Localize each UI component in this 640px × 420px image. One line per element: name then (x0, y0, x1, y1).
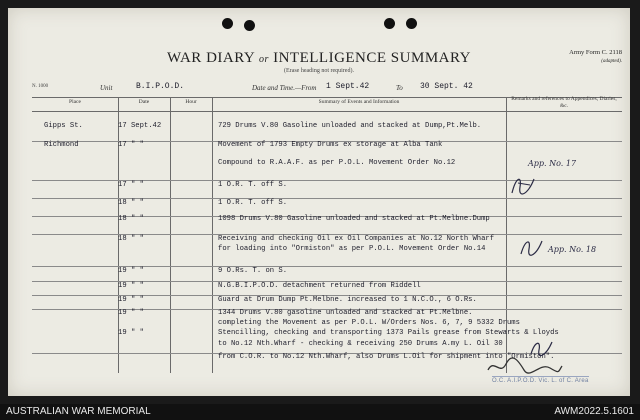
form-code: N. 1000 (32, 84, 49, 89)
row-summary: 1098 Drums V.80 Gasoline unloaded and stacked at Pt.Melbne.Dump (218, 215, 490, 223)
table-row (8, 197, 630, 211)
archive-footer (0, 404, 640, 420)
date-label: Date and Time.—From (252, 84, 317, 92)
army-form-label (569, 48, 622, 66)
punch-hole (406, 18, 417, 29)
row-summary: 1344 Drums V.80 gasoline unloaded and stacked at Pt.Melbne. (218, 309, 473, 317)
date-from: 1 Sept.42 (326, 82, 370, 91)
initials-mark (518, 236, 544, 260)
row-date: 18 " " (118, 215, 144, 223)
unit-value: B.I.P.O.D. (136, 82, 185, 91)
table-row (8, 265, 630, 279)
row-date: 19 " " (118, 296, 144, 304)
row-date: 17 Sept.42 (118, 122, 162, 130)
row-summary: Movement of 1793 Empty Drums ex storage at Alba Tank (218, 141, 443, 149)
row-summary: 9 O.Rs. T. on S. (218, 267, 288, 275)
row-place: Gipps St. (44, 122, 83, 130)
row-summary: completing the Movement as per P.O.L. W/Orders Nos. 6, 7, 9 5332 Drums (218, 319, 520, 327)
unit-stamp: O.C. A.I.P.O.D. Vic. L. of C. Area (492, 378, 589, 384)
title-war-diary: WAR DIARY (166, 50, 255, 66)
row-date: 19 " " (118, 309, 144, 317)
table-row (8, 139, 630, 153)
row-summary: Receiving and checking Oil ex Oil Companies at No.12 North Wharf (218, 235, 495, 243)
row-date: 19 " " (118, 282, 144, 290)
page-title (8, 50, 630, 67)
column-header-date: Date (138, 99, 150, 105)
row-summary: Compound to R.A.A.F. as per P.O.L. Movement Order No.12 (218, 159, 456, 167)
column-header-remarks: Remarks and references to Appendices, Diaries, &c. (511, 96, 617, 109)
column-header-summary: Summary of Events and Information (318, 99, 400, 105)
table-row (8, 120, 630, 134)
punch-hole (222, 18, 233, 29)
row-summary: 729 Drums V.80 Gasoline unloaded and stacked at Dump,Pt.Melb. (218, 122, 482, 130)
title-or: or (258, 54, 269, 65)
row-date: 17 " " (118, 181, 144, 189)
initials-mark (508, 173, 538, 199)
punch-hole (384, 18, 395, 29)
footer-reference: AWM2022.5.1601 (554, 406, 634, 417)
table-row (8, 213, 630, 227)
row-summary: 1 O.R. T. off S. (218, 199, 288, 207)
to-label: To (396, 84, 403, 92)
title-intelligence-summary: INTELLIGENCE SUMMARY (273, 50, 472, 66)
table-row (8, 294, 630, 308)
diary-page (8, 8, 630, 396)
punch-hole (244, 20, 255, 31)
row-remark: App. No. 18 (548, 245, 597, 254)
row-remark: App. No. 17 (528, 159, 577, 168)
row-summary: to No.12 Nth.Wharf - checking & receiving 250 Drums A.my L. Oil 30 (218, 340, 503, 348)
row-summary: N.G.B.I.P.O.D. detachment returned from Riddell (218, 282, 421, 290)
row-date: 18 " " (118, 235, 144, 243)
row-summary: Guard at Drum Dump Pt.Melbne. increased to 1 N.C.O., 6 O.Rs. (218, 296, 477, 304)
row-summary: for loading into "Ormiston" as per P.O.L. Movement Order No.14 (218, 245, 486, 253)
column-header-place: Place (69, 99, 81, 105)
row-date: 19 " " (118, 329, 144, 337)
row-date: 18 " " (118, 199, 144, 207)
table-row (8, 157, 630, 171)
army-form-number: Army Form C. 2118 (569, 49, 622, 56)
row-summary: from C.O.R. to No.12 Nth.Wharf, also Drums L.Oil for shipment into "Ormiston". (218, 353, 555, 361)
row-date: 17 " " (118, 141, 144, 149)
unit-label: Unit (100, 84, 113, 92)
table-header-rule (32, 111, 622, 112)
row-summary: 1 O.R. T. off S. (218, 181, 288, 189)
title-subtitle: (Erase heading not required). (284, 68, 354, 74)
row-date: 19 " " (118, 267, 144, 275)
footer-institution: AUSTRALIAN WAR MEMORIAL (6, 406, 151, 417)
table-row (8, 280, 630, 294)
row-place: Richmond (44, 141, 79, 149)
signature-icon (484, 356, 564, 378)
army-form-note: (adapted). (601, 59, 622, 64)
column-header-hour: Hour (185, 99, 197, 105)
row-summary: Stencilling, checking and transporting 1373 Pails grease from Stewarts & Lloyds (218, 329, 559, 337)
date-to: 30 Sept. 42 (420, 82, 473, 91)
